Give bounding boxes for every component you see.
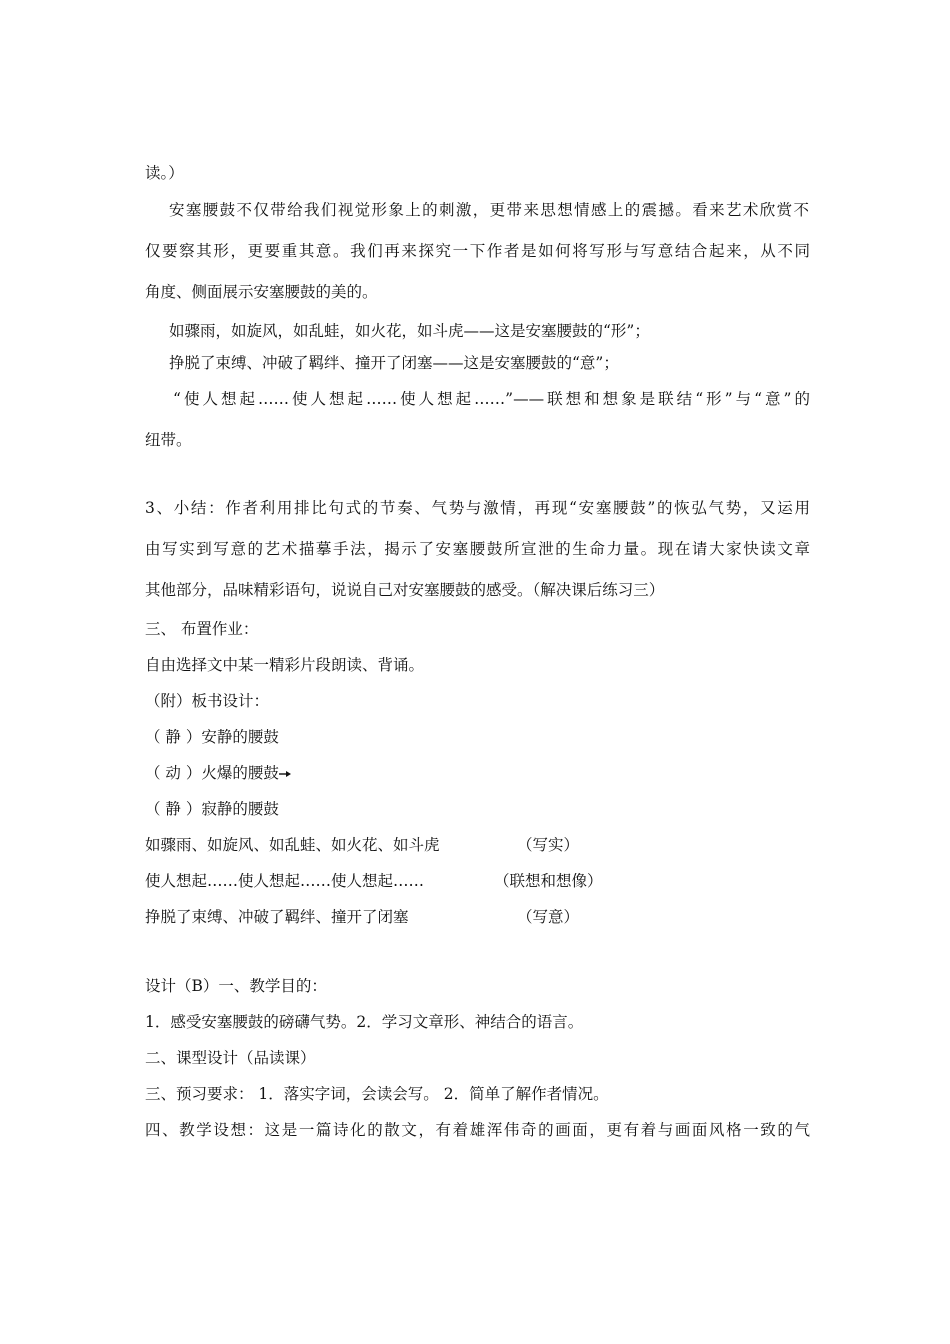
paragraph-line: 挣脱了束缚、冲破了羁绊、撞开了闭塞——这是安塞腰鼓的“意”； [169, 354, 619, 372]
board-row: （ 静 ）安静的腰鼓 [145, 728, 279, 746]
board-row: （ 静 ）寂静的腰鼓 [145, 800, 279, 818]
paragraph-line: 仅要察其形，更要重其意。我们再来探究一下作者是如何将写形与写意结合起来，从不同 [145, 242, 810, 260]
paragraph-line: 纽带。 [145, 431, 192, 449]
board-row [145, 762, 810, 785]
text-line: 四、教学设想：这是一篇诗化的散文，有着雄浑伟奇的画面，更有着与画面风格一致的气 [145, 1121, 810, 1139]
board-row-tag: （写实） [517, 836, 580, 854]
section-heading: 设计（B）一、教学目的： [145, 977, 327, 995]
section-heading: （附）板书设计： [145, 692, 270, 710]
text-line: 三、预习要求： 1．落实字词，会读会写。 2．简单了解作者情况。 [145, 1085, 609, 1103]
paragraph-line: “使人想起……使人想起……使人想起……”——联想和想象是联结“形”与“意”的 [173, 390, 810, 408]
board-row: 如骤雨、如旋风、如乱蛙、如火花、如斗虎 [145, 836, 440, 854]
board-row: 使人想起……使人想起……使人想起…… [145, 872, 425, 890]
section-heading: 三、 布置作业： [145, 620, 259, 638]
board-row-tag: （写意） [517, 908, 580, 926]
paragraph-line: 如骤雨，如旋风，如乱蛙，如火花，如斗虎——这是安塞腰鼓的“形”； [169, 322, 650, 340]
summary-line: 由写实到写意的艺术描摹手法，揭示了安塞腰鼓所宣泄的生命力量。现在请大家快读文章 [145, 540, 810, 558]
text-line: 1．感受安塞腰鼓的磅礴气势。2．学习文章形、神结合的语言。 [145, 1013, 584, 1031]
paragraph-line: 角度、侧面展示安塞腰鼓的美的。 [145, 283, 378, 301]
board-row-label: （ 动 ）火爆的腰鼓 [145, 764, 279, 782]
paragraph-line: 安塞腰鼓不仅带给我们视觉形象上的刺激，更带来思想情感上的震撼。看来艺术欣赏不 [169, 201, 809, 219]
board-row-tag: （联想和想像） [494, 872, 603, 890]
summary-line: 3、小结：作者利用排比句式的节奏、气势与激情，再现“安塞腰鼓”的恢弘气势，又运用 [145, 499, 810, 517]
text-line: 读。） [145, 164, 184, 182]
text-line: 自由选择文中某一精彩片段朗读、背诵。 [145, 656, 425, 674]
section-heading: 二、课型设计（品读课） [145, 1049, 316, 1067]
board-row: 挣脱了束缚、冲破了羁绊、撞开了闭塞 [145, 908, 409, 926]
right-arrow-icon [279, 763, 291, 785]
summary-line: 其他部分，品味精彩语句，说说自己对安塞腰鼓的感受。（解决课后练习三） [145, 581, 665, 599]
